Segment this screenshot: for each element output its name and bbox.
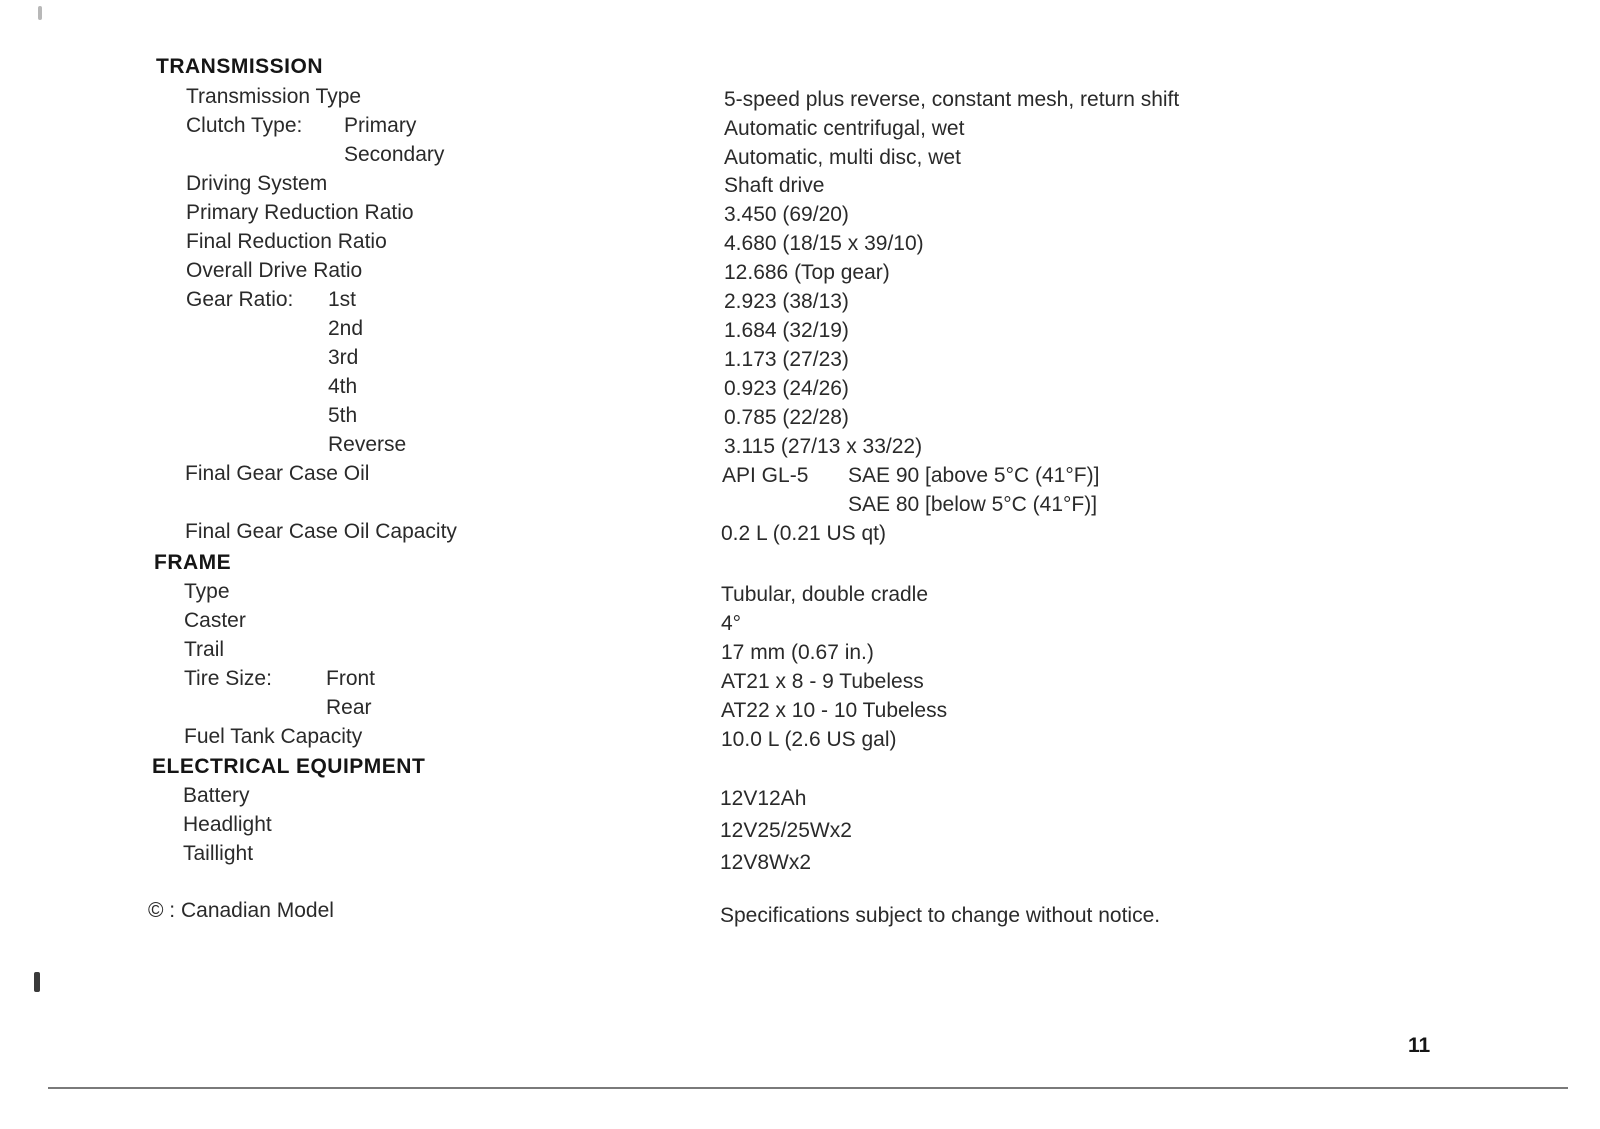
spec-label: Battery	[183, 784, 250, 807]
specifications-disclaimer: Specifications subject to change without notice.	[720, 904, 1161, 927]
spec-value-secondary: SAE 80 [below 5°C (41°F)]	[848, 493, 1098, 516]
spec-value: AT21 x 8 - 9 Tubeless	[721, 670, 924, 693]
spec-value: Tubular, double cradle	[721, 583, 929, 606]
spec-value: 0.2 L (0.21 US qt)	[721, 522, 886, 545]
spec-label: Fuel Tank Capacity	[184, 725, 363, 748]
spec-label: Transmission Type	[186, 85, 362, 108]
spec-value: 3.450 (69/20)	[724, 203, 849, 226]
spec-sublabel: 5th	[328, 404, 358, 427]
spec-label: Caster	[184, 609, 246, 632]
spec-label: Final Reduction Ratio	[186, 230, 387, 253]
spec-sublabel: Rear	[326, 696, 372, 719]
spec-value: AT22 x 10 - 10 Tubeless	[721, 699, 948, 722]
spec-value: 1.684 (32/19)	[724, 319, 849, 342]
spec-sublabel: 3rd	[328, 346, 359, 369]
spec-sublabel: Secondary	[344, 143, 445, 166]
spec-label: Final Gear Case Oil	[185, 462, 370, 485]
spec-label: Headlight	[183, 813, 272, 836]
spec-sublabel: 2nd	[328, 317, 364, 340]
spec-label: Final Gear Case Oil Capacity	[185, 520, 457, 543]
spec-label: Clutch Type:	[186, 114, 303, 137]
spec-value: 3.115 (27/13 x 33/22)	[724, 435, 923, 458]
spec-value: 12V12Ah	[720, 787, 807, 810]
spec-value: 17 mm (0.67 in.)	[721, 641, 874, 664]
section-heading-electrical-equipment: ELECTRICAL EQUIPMENT	[152, 755, 426, 778]
spec-sublabel: 1st	[328, 288, 357, 311]
spec-label: Driving System	[186, 172, 328, 195]
spec-sublabel: 4th	[328, 375, 358, 398]
spec-label: Overall Drive Ratio	[186, 259, 363, 282]
spec-sublabel: Primary	[344, 114, 417, 137]
spec-value: Automatic centrifugal, wet	[724, 117, 965, 140]
spec-value: 12V25/25Wx2	[720, 819, 852, 842]
spec-label: Type	[184, 580, 230, 603]
scan-speck	[34, 972, 40, 992]
spec-value: 5-speed plus reverse, constant mesh, return shift	[724, 88, 1180, 111]
spec-value: 0.923 (24/26)	[724, 377, 849, 400]
spec-label: Trail	[184, 638, 225, 661]
spec-value: 4°	[721, 612, 742, 635]
page-bottom-rule	[48, 1087, 1568, 1089]
spec-label: Primary Reduction Ratio	[186, 201, 414, 224]
spec-value: Automatic, multi disc, wet	[724, 146, 961, 169]
spec-sublabel: Reverse	[328, 433, 407, 456]
section-heading-transmission: TRANSMISSION	[156, 55, 324, 78]
spec-label: Tire Size:	[184, 667, 272, 690]
spec-value: 12V8Wx2	[720, 851, 812, 874]
spec-value: 12.686 (Top gear)	[724, 261, 890, 284]
spec-label: Taillight	[183, 842, 254, 865]
section-heading-frame: FRAME	[154, 551, 232, 574]
spec-value-secondary: SAE 90 [above 5°C (41°F)]	[848, 464, 1100, 487]
spec-value: 4.680 (18/15 x 39/10)	[724, 232, 924, 255]
spec-value: API GL-5	[722, 464, 809, 487]
spec-value: 10.0 L (2.6 US gal)	[721, 728, 897, 751]
spec-value: 2.923 (38/13)	[724, 290, 849, 313]
spec-sublabel: Front	[326, 667, 376, 690]
spec-value: Shaft drive	[724, 174, 825, 197]
spec-value: 1.173 (27/23)	[724, 348, 849, 371]
spec-value: 0.785 (22/28)	[724, 406, 849, 429]
page-number: 11	[1408, 1034, 1431, 1057]
spec-label: Gear Ratio:	[186, 288, 294, 311]
canadian-model-note: © : Canadian Model	[148, 899, 334, 922]
scan-speck	[38, 6, 42, 20]
